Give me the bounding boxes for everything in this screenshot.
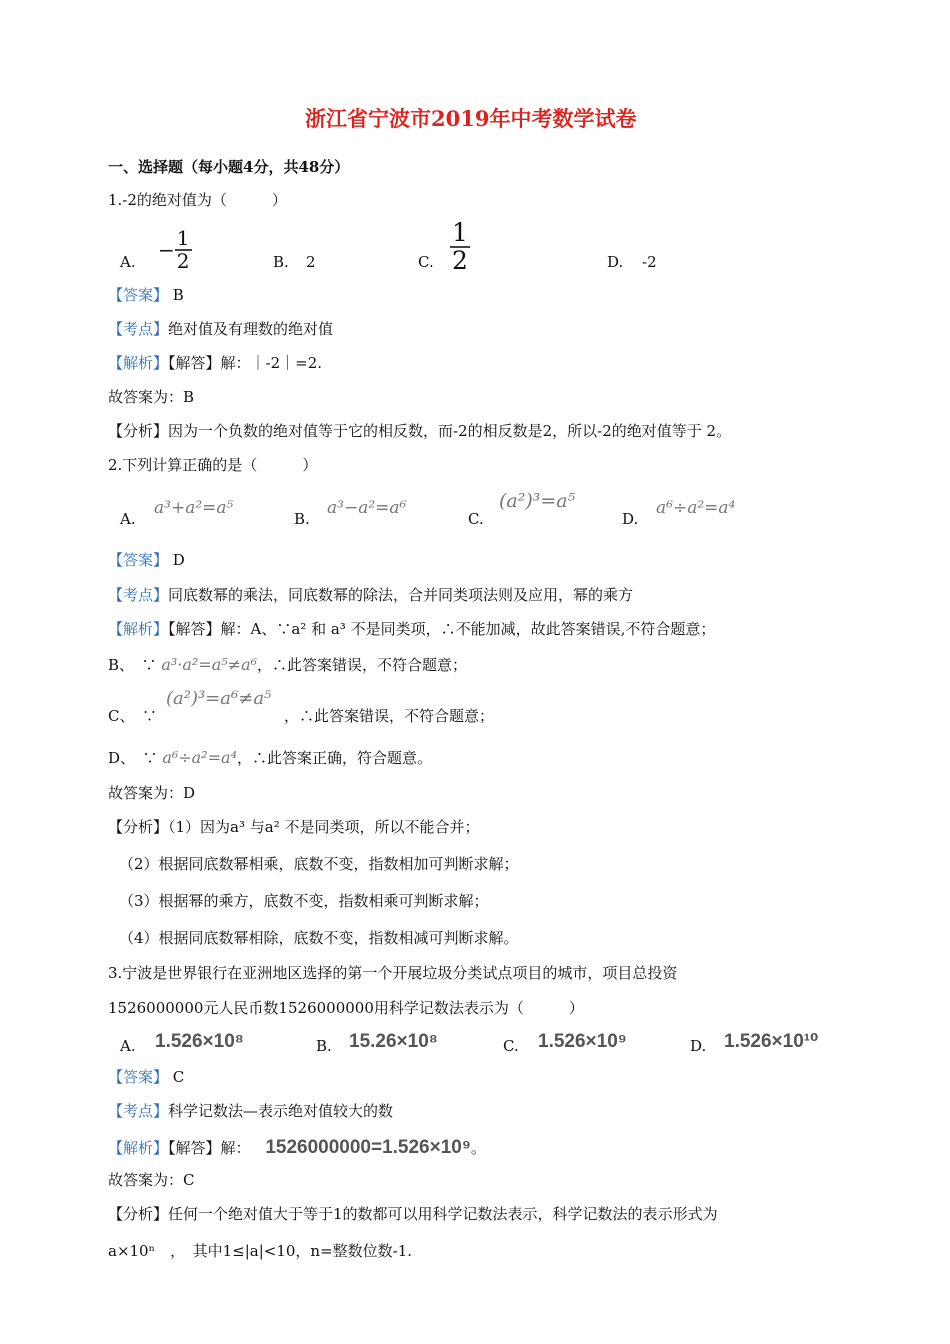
q1-jiexi: 【解答】解：｜-2｜=2. [168, 354, 323, 372]
q1-fenxi: 因为一个负数的绝对值等于它的相反数，而-2的相反数是2，所以-2的绝对值等于 2。 [168, 422, 732, 440]
q3-stem-line1: 3.宁波是世界银行在亚洲地区选择的第一个开展垃圾分类试点项目的城市，项目总投资 [108, 964, 678, 982]
q2-stem: 2.下列计算正确的是（ ） [108, 456, 318, 474]
q1-option-c-numerator: 1 [452, 218, 468, 247]
q3-jiexi-prefix: 【解答】解： [168, 1139, 251, 1157]
q2-jiexi-d-suffix: ，∴此答案正确，符合题意。 [236, 749, 432, 767]
q1-option-a-value [158, 228, 192, 272]
q2-option-c-label: C. [468, 510, 484, 528]
section-heading: 一、选择题（每小题4分，共48分） [108, 158, 350, 176]
q2-jiexi-d-expr: a⁶÷a²=a⁴ [162, 748, 237, 767]
q1-answer: B [172, 286, 184, 304]
q2-jiexi-c-expr: (a²)³=a⁶≠a⁵ [166, 688, 272, 709]
q1-kaodian-tag: 【考点】 [108, 320, 169, 338]
q2-answer: D [172, 551, 185, 569]
q2-fenxi-tag: 【分析】 [108, 818, 169, 836]
q3-answer-tag: 【答案】 [108, 1068, 169, 1086]
q1-option-a-denominator: 2 [176, 249, 190, 273]
q1-option-a-numerator: 1 [176, 226, 190, 250]
q3-fenxi-tag: 【分析】 [108, 1205, 169, 1223]
q3-fenxi-1: 任何一个绝对值大于等于1的数都可以用科学记数法表示，科学记数法的表示形式为 [168, 1205, 718, 1223]
q1-option-a-sign: − [158, 238, 175, 262]
q2-option-a-label: A. [120, 510, 136, 528]
q3-option-b-expr: 15.26×10⁸ [349, 1031, 438, 1052]
q2-jiexi-c-suffix: ，∴此答案错误，不符合题意； [284, 707, 495, 725]
q3-jiexi-tag: 【解析】 [108, 1139, 169, 1157]
q3-option-b-label: B. [316, 1037, 332, 1055]
q3-option-d-expr: 1.526×10¹⁰ [724, 1031, 819, 1052]
q3-kaodian: 科学记数法—表示绝对值较大的数 [168, 1102, 394, 1120]
q1-option-c-denominator: 2 [452, 246, 468, 276]
q1-option-c-value [450, 220, 470, 275]
q3-stem-line2: 1526000000元人民币数1526000000用科学记数法表示为（ ） [108, 999, 584, 1017]
q2-option-a-expr: a³+a²=a⁵ [154, 498, 234, 518]
q1-kaodian: 绝对值及有理数的绝对值 [168, 320, 334, 338]
q2-kaodian: 同底数幂的乘法，同底数幂的除法，合并同类项法则及应用，幂的乘方 [168, 586, 634, 604]
q1-fenxi-tag: 【分析】 [108, 422, 169, 440]
q2-fenxi-2: （2）根据同底数幂相乘，底数不变，指数相加可判断求解； [119, 855, 519, 873]
q2-option-c-expr: (a²)³=a⁵ [499, 490, 576, 512]
q2-option-d-expr: a⁶÷a²=a⁴ [656, 498, 736, 518]
q3-jiexi-suffix: 。 [470, 1139, 486, 1157]
q1-option-d-label: D. [607, 253, 624, 271]
q2-option-d-label: D. [622, 510, 639, 528]
q3-option-c-label: C. [503, 1037, 519, 1055]
page-title: 浙江省宁波市2019年中考数学试卷 [305, 106, 637, 131]
q1-conclusion: 故答案为：B [108, 388, 195, 406]
q1-answer-tag: 【答案】 [108, 286, 169, 304]
q2-fenxi-3: （3）根据幂的乘方，底数不变，指数相乘可判断求解； [119, 892, 489, 910]
q2-option-b-expr: a³−a²=a⁶ [327, 498, 407, 518]
q3-fenxi-2: a×10ⁿ ， 其中1≤|a|<10，n=整数位数-1. [108, 1242, 413, 1260]
q3-option-c-expr: 1.526×10⁹ [538, 1031, 627, 1052]
q2-jiexi-d-prefix: D、 ∵ [108, 749, 158, 767]
q1-jiexi-tag: 【解析】 [108, 354, 169, 372]
q1-option-a-label: A. [120, 253, 136, 271]
q2-answer-tag: 【答案】 [108, 551, 169, 569]
q2-fenxi-4: （4）根据同底数幂相除，底数不变，指数相减可判断求解。 [119, 929, 519, 947]
q2-jiexi-b-expr: a³·a²=a⁵≠a⁶ [161, 655, 258, 674]
q3-jiexi-expr: 1526000000=1.526×10⁹ [265, 1137, 471, 1158]
q3-option-d-label: D. [690, 1037, 707, 1055]
q2-jiexi-a: 【解答】解：A、∵a² 和 a³ 不是同类项，∴不能加减，故此答案错误,不符合题意； [168, 620, 716, 638]
q2-kaodian-tag: 【考点】 [108, 586, 169, 604]
q3-kaodian-tag: 【考点】 [108, 1102, 169, 1120]
q2-conclusion: 故答案为：D [108, 784, 196, 802]
q1-option-b-value: 2 [306, 253, 316, 271]
q2-jiexi-b-suffix: ，∴此答案错误，不符合题意； [257, 656, 468, 674]
q2-fenxi-1: （1）因为a³ 与a² 不是同类项，所以不能合并； [168, 818, 480, 836]
q2-option-b-label: B. [294, 510, 310, 528]
q3-conclusion: 故答案为：C [108, 1171, 195, 1189]
q2-jiexi-c-prefix: C、 ∵ [108, 707, 157, 725]
q1-option-d-value: -2 [642, 253, 657, 271]
q1-option-b-label: B. [273, 253, 289, 271]
q3-option-a-label: A. [120, 1037, 136, 1055]
q3-option-a-expr: 1.526×10⁸ [155, 1031, 244, 1052]
q2-jiexi-tag: 【解析】 [108, 620, 169, 638]
q2-jiexi-b-prefix: B、 ∵ [108, 656, 157, 674]
q1-option-c-label: C. [418, 253, 434, 271]
q1-stem: 1.-2的绝对值为（ ） [108, 191, 287, 209]
q3-answer: C [172, 1068, 185, 1086]
